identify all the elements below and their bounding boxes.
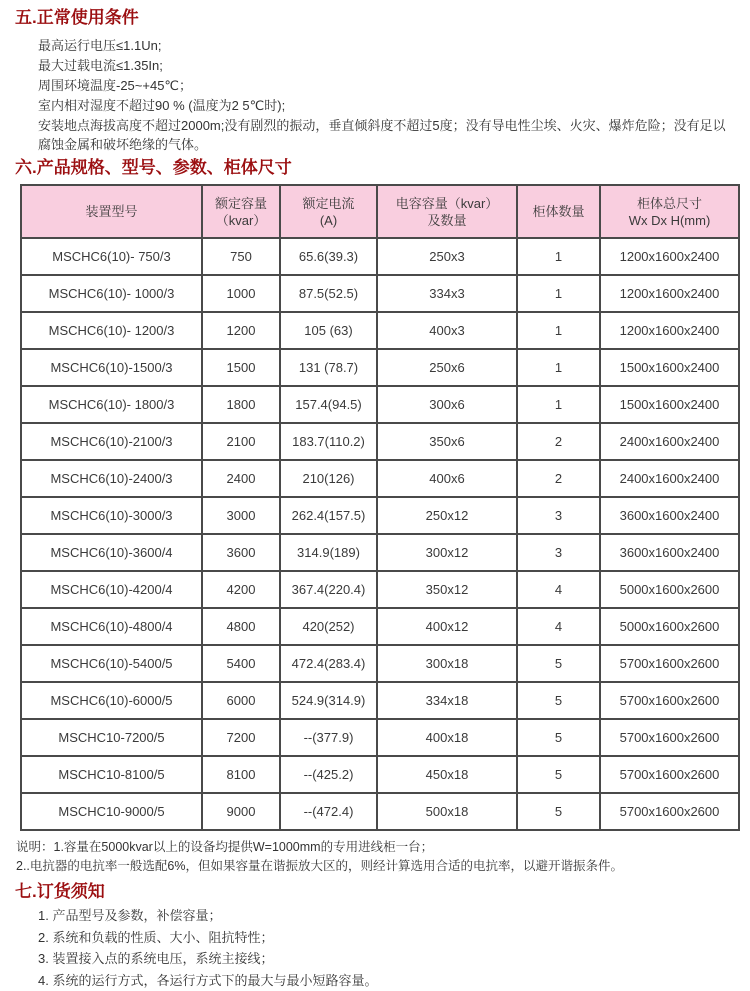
- table-cell: 3: [517, 534, 600, 571]
- table-cell: 4: [517, 571, 600, 608]
- table-cell: 1: [517, 312, 600, 349]
- table-row: [21, 238, 739, 275]
- table-cell: 300x18: [377, 645, 517, 682]
- table-cell: MSCHC10-8100/5: [21, 756, 202, 793]
- table-cell: MSCHC6(10)-3600/4: [21, 534, 202, 571]
- table-cell: 2400x1600x2400: [600, 460, 739, 497]
- spec-table-body: [21, 238, 739, 830]
- table-cell: 400x12: [377, 608, 517, 645]
- table-cell: 3600: [202, 534, 280, 571]
- table-cell: MSCHC10-9000/5: [21, 793, 202, 830]
- table-cell: 4: [517, 608, 600, 645]
- table-row: [21, 756, 739, 793]
- table-cell: 450x18: [377, 756, 517, 793]
- table-cell: 1000: [202, 275, 280, 312]
- table-cell: MSCHC6(10)-5400/5: [21, 645, 202, 682]
- table-cell: 750: [202, 238, 280, 275]
- table-cell: 5: [517, 682, 600, 719]
- table-cell: 524.9(314.9): [280, 682, 377, 719]
- table-cell: 1200: [202, 312, 280, 349]
- table-row: [21, 534, 739, 571]
- spec-table-header-row: [21, 185, 739, 238]
- section-5-heading: 五.正常使用条件: [15, 8, 735, 28]
- section-7-heading: 七.订货须知: [15, 882, 735, 902]
- table-cell: MSCHC6(10)-2100/3: [21, 423, 202, 460]
- table-cell: 300x6: [377, 386, 517, 423]
- table-cell: 8100: [202, 756, 280, 793]
- table-cell: MSCHC6(10)-4200/4: [21, 571, 202, 608]
- table-row: [21, 423, 739, 460]
- table-cell: 1: [517, 349, 600, 386]
- table-cell: 420(252): [280, 608, 377, 645]
- table-cell: 1500: [202, 349, 280, 386]
- table-header-cell: 额定容量 （kvar）: [202, 185, 280, 238]
- table-cell: 210(126): [280, 460, 377, 497]
- table-row: [21, 793, 739, 830]
- table-cell: 300x12: [377, 534, 517, 571]
- table-row: [21, 571, 739, 608]
- table-cell: 5700x1600x2600: [600, 756, 739, 793]
- table-cell: 250x3: [377, 238, 517, 275]
- order-requirements-list: [38, 905, 735, 991]
- table-cell: 5: [517, 756, 600, 793]
- table-cell: MSCHC6(10)-4800/4: [21, 608, 202, 645]
- table-cell: MSCHC6(10)-2400/3: [21, 460, 202, 497]
- table-cell: MSCHC10-7200/5: [21, 719, 202, 756]
- table-cell: --(377.9): [280, 719, 377, 756]
- order-item: 1. 产品型号及参数，补偿容量；: [38, 905, 735, 927]
- note-line: 说明：1.容量在5000kvar以上的设备均提供W=1000mm的专用进线柜一台；: [16, 838, 735, 857]
- order-item: 4. 系统的运行方式，各运行方式下的最大与最小短路容量。: [38, 970, 735, 991]
- table-row: [21, 312, 739, 349]
- table-cell: 5400: [202, 645, 280, 682]
- table-row: [21, 682, 739, 719]
- table-cell: 472.4(283.4): [280, 645, 377, 682]
- table-cell: 2100: [202, 423, 280, 460]
- table-cell: 262.4(157.5): [280, 497, 377, 534]
- table-cell: 1200x1600x2400: [600, 275, 739, 312]
- table-row: [21, 460, 739, 497]
- table-cell: 334x18: [377, 682, 517, 719]
- table-cell: 5700x1600x2600: [600, 682, 739, 719]
- table-cell: 1200x1600x2400: [600, 312, 739, 349]
- table-notes: [16, 838, 735, 876]
- table-cell: 400x18: [377, 719, 517, 756]
- table-cell: 5000x1600x2600: [600, 608, 739, 645]
- table-cell: 1200x1600x2400: [600, 238, 739, 275]
- table-cell: 5700x1600x2600: [600, 719, 739, 756]
- table-cell: --(425.2): [280, 756, 377, 793]
- table-cell: MSCHC6(10)-1500/3: [21, 349, 202, 386]
- table-cell: 87.5(52.5): [280, 275, 377, 312]
- table-cell: MSCHC6(10)- 1200/3: [21, 312, 202, 349]
- table-cell: 157.4(94.5): [280, 386, 377, 423]
- table-cell: 3: [517, 497, 600, 534]
- order-item: 2. 系统和负载的性质、大小、阻抗特性；: [38, 927, 735, 949]
- table-cell: 400x6: [377, 460, 517, 497]
- section-6-heading: 六.产品规格、型号、参数、柜体尺寸: [15, 158, 735, 178]
- table-cell: 350x12: [377, 571, 517, 608]
- table-cell: MSCHC6(10)- 1000/3: [21, 275, 202, 312]
- table-header-cell: 柜体数量: [517, 185, 600, 238]
- table-cell: 4800: [202, 608, 280, 645]
- table-cell: 500x18: [377, 793, 517, 830]
- table-cell: 5000x1600x2600: [600, 571, 739, 608]
- table-cell: --(472.4): [280, 793, 377, 830]
- table-cell: 1800: [202, 386, 280, 423]
- table-cell: 5: [517, 719, 600, 756]
- table-header-cell: 电容容量（kvar） 及数量: [377, 185, 517, 238]
- table-cell: 2: [517, 460, 600, 497]
- table-cell: 3600x1600x2400: [600, 497, 739, 534]
- order-item: 3. 装置接入点的系统电压，系统主接线；: [38, 948, 735, 970]
- table-cell: 334x3: [377, 275, 517, 312]
- conditions-list: [38, 36, 735, 154]
- table-cell: 400x3: [377, 312, 517, 349]
- table-row: [21, 608, 739, 645]
- table-cell: 350x6: [377, 423, 517, 460]
- table-row: [21, 275, 739, 312]
- table-cell: 3000: [202, 497, 280, 534]
- table-cell: 250x6: [377, 349, 517, 386]
- spec-table: [20, 184, 740, 831]
- table-cell: 1500x1600x2400: [600, 386, 739, 423]
- table-cell: 1: [517, 275, 600, 312]
- table-cell: 1: [517, 386, 600, 423]
- table-cell: 1: [517, 238, 600, 275]
- table-row: [21, 386, 739, 423]
- table-cell: 5700x1600x2600: [600, 793, 739, 830]
- table-cell: 131 (78.7): [280, 349, 377, 386]
- table-cell: 3600x1600x2400: [600, 534, 739, 571]
- table-cell: 314.9(189): [280, 534, 377, 571]
- table-cell: 5: [517, 645, 600, 682]
- table-cell: 105 (63): [280, 312, 377, 349]
- condition-item: 室内相对湿度不超过90 % (温度为2 5℃时);: [38, 96, 735, 115]
- table-cell: 6000: [202, 682, 280, 719]
- table-cell: 2: [517, 423, 600, 460]
- table-cell: 9000: [202, 793, 280, 830]
- table-cell: 367.4(220.4): [280, 571, 377, 608]
- condition-item: 最大过载电流≤1.35In;: [38, 56, 735, 75]
- condition-item: 安装地点海拔高度不超过2000m;没有剧烈的振动，垂直倾斜度不超过5度；没有导电性尘埃、火灾、爆炸危险；没有足以腐蚀金属和破坏绝缘的气体。: [38, 116, 735, 154]
- table-cell: MSCHC6(10)- 1800/3: [21, 386, 202, 423]
- table-cell: MSCHC6(10)- 750/3: [21, 238, 202, 275]
- table-row: [21, 719, 739, 756]
- note-line: 2..电抗器的电抗率一般选配6%，但如果容量在谐振放大区的，则经计算选用合适的电抗率，以避开谐振条件。: [16, 857, 735, 876]
- table-cell: MSCHC6(10)-6000/5: [21, 682, 202, 719]
- table-cell: 2400: [202, 460, 280, 497]
- table-header-cell: 额定电流 (A): [280, 185, 377, 238]
- table-cell: 4200: [202, 571, 280, 608]
- table-header-cell: 柜体总尺寸 Wx Dx H(mm): [600, 185, 739, 238]
- table-cell: 250x12: [377, 497, 517, 534]
- condition-item: 周围环境温度-25~+45℃；: [38, 76, 735, 95]
- table-cell: 5: [517, 793, 600, 830]
- table-cell: 2400x1600x2400: [600, 423, 739, 460]
- table-row: [21, 349, 739, 386]
- table-cell: 183.7(110.2): [280, 423, 377, 460]
- table-cell: 1500x1600x2400: [600, 349, 739, 386]
- table-header-cell: 装置型号: [21, 185, 202, 238]
- condition-item: 最高运行电压≤1.1Un;: [38, 36, 735, 55]
- table-row: [21, 645, 739, 682]
- table-cell: 7200: [202, 719, 280, 756]
- table-cell: MSCHC6(10)-3000/3: [21, 497, 202, 534]
- table-row: [21, 497, 739, 534]
- table-cell: 5700x1600x2600: [600, 645, 739, 682]
- table-cell: 65.6(39.3): [280, 238, 377, 275]
